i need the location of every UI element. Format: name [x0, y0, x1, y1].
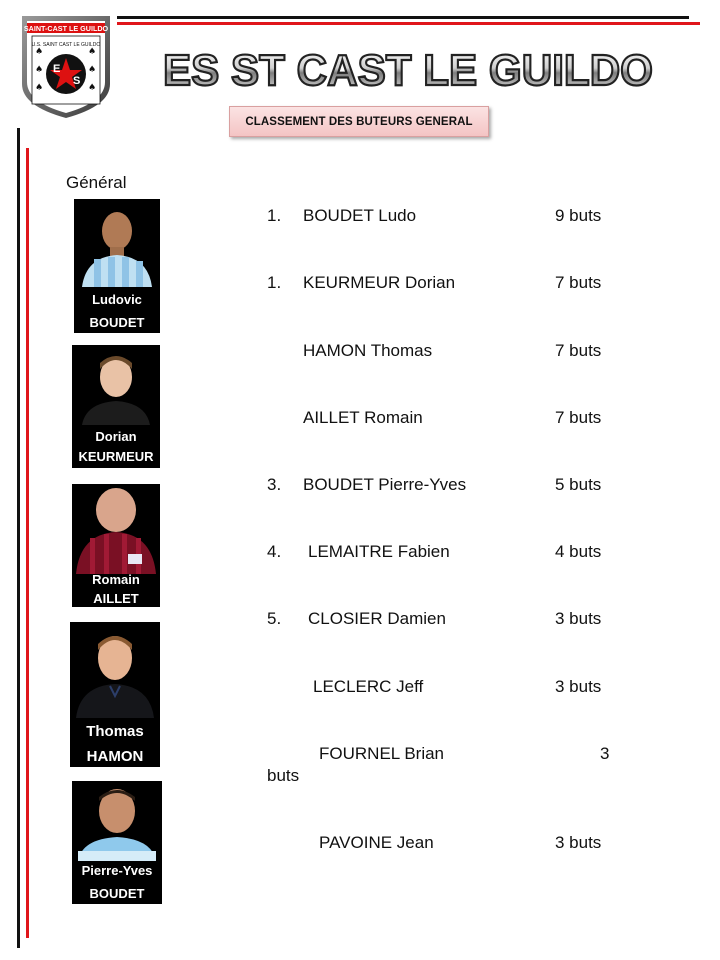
ranking-goals: 5 buts: [555, 475, 602, 494]
ranking-goals: 7 buts: [555, 341, 602, 360]
crest-letter-s: S: [73, 75, 81, 87]
ranking-player-name: KEURMEUR Dorian: [303, 273, 456, 292]
ranking-rank: 1.: [267, 273, 282, 292]
section-banner: CLASSEMENT DES BUTEURS GENERAL: [229, 106, 489, 137]
ranking-goals-number: 3: [600, 744, 610, 763]
player-first-name: Dorian: [95, 429, 137, 444]
player-card: [72, 781, 162, 904]
player-card: [72, 345, 160, 468]
player-photo: [72, 484, 160, 607]
crest-subtitle: U.S. SAINT CAST LE GUILDO: [31, 42, 101, 48]
ranking-player-name: BOUDET Pierre-Yves: [303, 475, 467, 494]
header-rule-black: [117, 16, 689, 19]
section-label: Général: [66, 173, 127, 192]
ranking-player-name: BOUDET Ludo: [303, 206, 417, 225]
ranking-player-name: CLOSIER Damien: [308, 609, 446, 628]
crest-letter-e: E: [53, 63, 61, 75]
ranking-player-name: LEMAITRE Fabien: [308, 542, 450, 561]
ranking-rank: 1.: [267, 206, 282, 225]
svg-text:♠: ♠: [35, 47, 44, 57]
ranking-goals: 9 buts: [555, 206, 602, 225]
club-crest-logo: [20, 14, 112, 120]
player-last-name: HAMON: [86, 748, 144, 765]
ranking-goals-unit: buts: [267, 766, 300, 785]
ranking-rank: 5.: [267, 609, 282, 628]
club-title-text: ES ST CAST LE GUILDO: [163, 46, 653, 95]
player-last-name: AILLET: [93, 591, 139, 606]
left-rule-red: [26, 148, 29, 938]
crest-text: SAINT-CAST LE GUILDO: [23, 24, 109, 33]
player-card: [74, 199, 160, 333]
header-rule-red: [117, 22, 700, 25]
player-card: [72, 484, 160, 607]
player-first-name: Romain: [92, 572, 140, 587]
player-last-name: BOUDET: [89, 315, 145, 330]
player-last-name: KEURMEUR: [78, 449, 154, 464]
player-first-name: Pierre-Yves: [81, 863, 153, 878]
ranking-goals: 3 buts: [555, 833, 602, 852]
ranking-rank: 3.: [267, 475, 282, 494]
player-first-name: Ludovic: [92, 292, 142, 307]
ranking-player-name: FOURNEL Brian: [319, 744, 445, 763]
svg-text:♠: ♠: [88, 83, 97, 93]
player-card: [70, 622, 160, 767]
ranking-goals: 3 buts: [555, 677, 602, 696]
ranking-player-name: AILLET Romain: [303, 408, 423, 427]
club-title: [158, 40, 658, 98]
svg-text:♠: ♠: [35, 65, 44, 75]
ranking-rank: 4.: [267, 542, 282, 561]
ranking-goals: 7 buts: [555, 408, 602, 427]
player-last-name: BOUDET: [89, 886, 145, 901]
ranking-player-name: HAMON Thomas: [303, 341, 433, 360]
player-first-name: Thomas: [86, 723, 144, 740]
player-photo: [74, 199, 160, 333]
svg-text:♠: ♠: [88, 47, 97, 57]
ranking-player-name: LECLERC Jeff: [313, 677, 424, 696]
left-rule-black: [17, 128, 20, 948]
ranking-player-name: PAVOINE Jean: [319, 833, 434, 852]
svg-text:♠: ♠: [35, 83, 44, 93]
ranking-goals: 7 buts: [555, 273, 602, 292]
ranking-goals: 4 buts: [555, 542, 602, 561]
player-photo: [70, 622, 160, 767]
ranking-goals: 3 buts: [555, 609, 602, 628]
svg-text:♠: ♠: [88, 65, 97, 75]
